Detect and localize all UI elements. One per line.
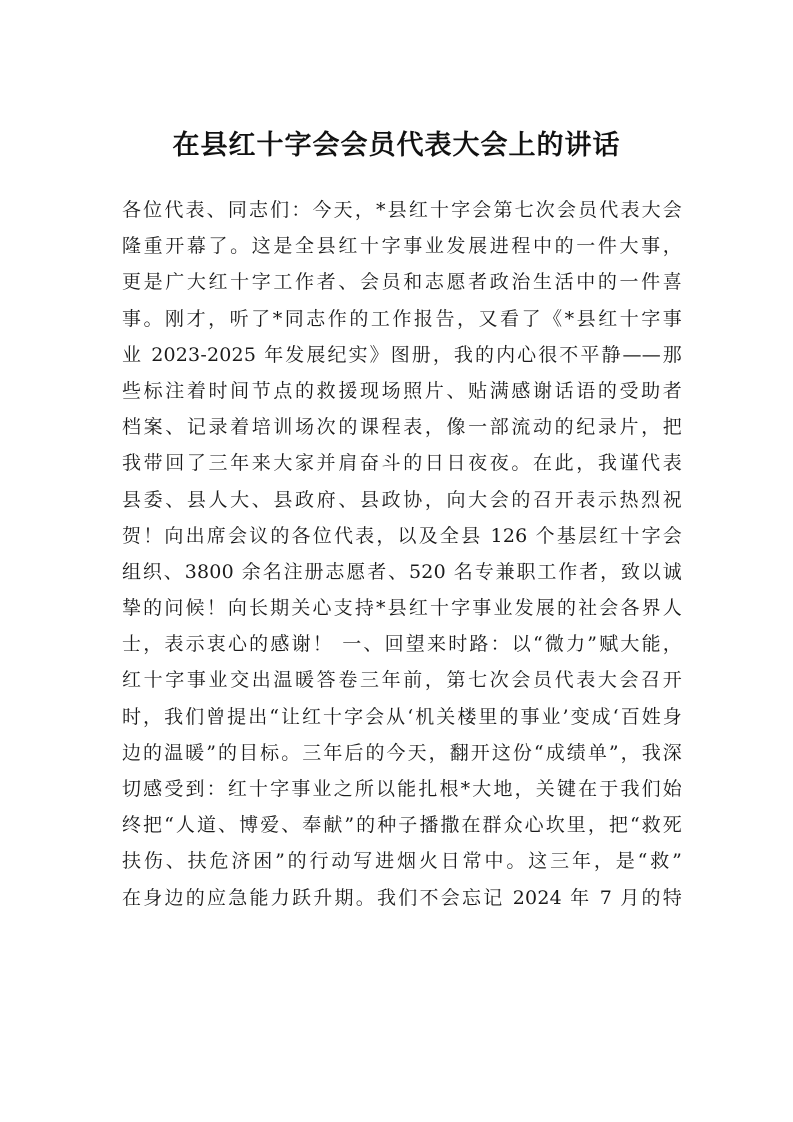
body-line: 组织、3800 余名注册志愿者、520 名专兼职工作者，致以诚	[122, 560, 682, 583]
body-line: 我带回了三年来大家并肩奋斗的日日夜夜。在此，我谨代表	[122, 452, 682, 475]
body-line: 终把“人道、博爱、奉献”的种子播撒在群众心坎里，把“救死	[122, 814, 682, 837]
body-line: 时，我们曾提出“让红十字会从‘机关楼里的事业’变成‘百姓身	[122, 705, 682, 728]
body-line: 扶伤、扶危济困”的行动写进烟火日常中。这三年，是“救”	[122, 850, 682, 873]
body-line: 些标注着时间节点的救援现场照片、贴满感谢话语的受助者	[122, 379, 682, 402]
body-line: 在身边的应急能力跃升期。我们不会忘记 2024 年 7 月的特	[122, 886, 682, 909]
body-line: 隆重开幕了。这是全县红十字事业发展进程中的一件大事，	[122, 235, 682, 258]
body-line: 档案、记录着培训场次的课程表，像一部流动的纪录片，把	[122, 416, 682, 439]
body-line: 县委、县人大、县政府、县政协，向大会的召开表示热烈祝	[122, 488, 682, 511]
body-line: 边的温暖”的目标。三年后的今天，翻开这份“成绩单”，我深	[122, 741, 682, 764]
body-line: 士，表示衷心的感谢！ 一、回望来时路：以“微力”赋大能，	[122, 633, 682, 656]
body-line: 挚的问候！向长期关心支持*县红十字事业发展的社会各界人	[122, 597, 682, 620]
document-body	[122, 192, 682, 916]
body-line: 业 2023-2025 年发展纪实》图册，我的内心很不平静——那	[122, 343, 682, 366]
body-line: 贺！向出席会议的各位代表，以及全县 126 个基层红十字会	[122, 524, 682, 547]
body-line: 各位代表、同志们：今天，*县红十字会第七次会员代表大会	[122, 199, 682, 221]
document-title: 在县红十字会会员代表大会上的讲话	[172, 130, 621, 161]
body-line: 更是广大红十字工作者、会员和志愿者政治生活中的一件喜	[122, 271, 682, 294]
body-line: 切感受到：红十字事业之所以能扎根*大地，关键在于我们始	[122, 778, 682, 800]
body-line: 事。刚才，听了*同志作的工作报告，又看了《*县红十字事	[122, 307, 682, 330]
body-line: 红十字事业交出温暖答卷三年前，第七次会员代表大会召开	[122, 669, 682, 692]
